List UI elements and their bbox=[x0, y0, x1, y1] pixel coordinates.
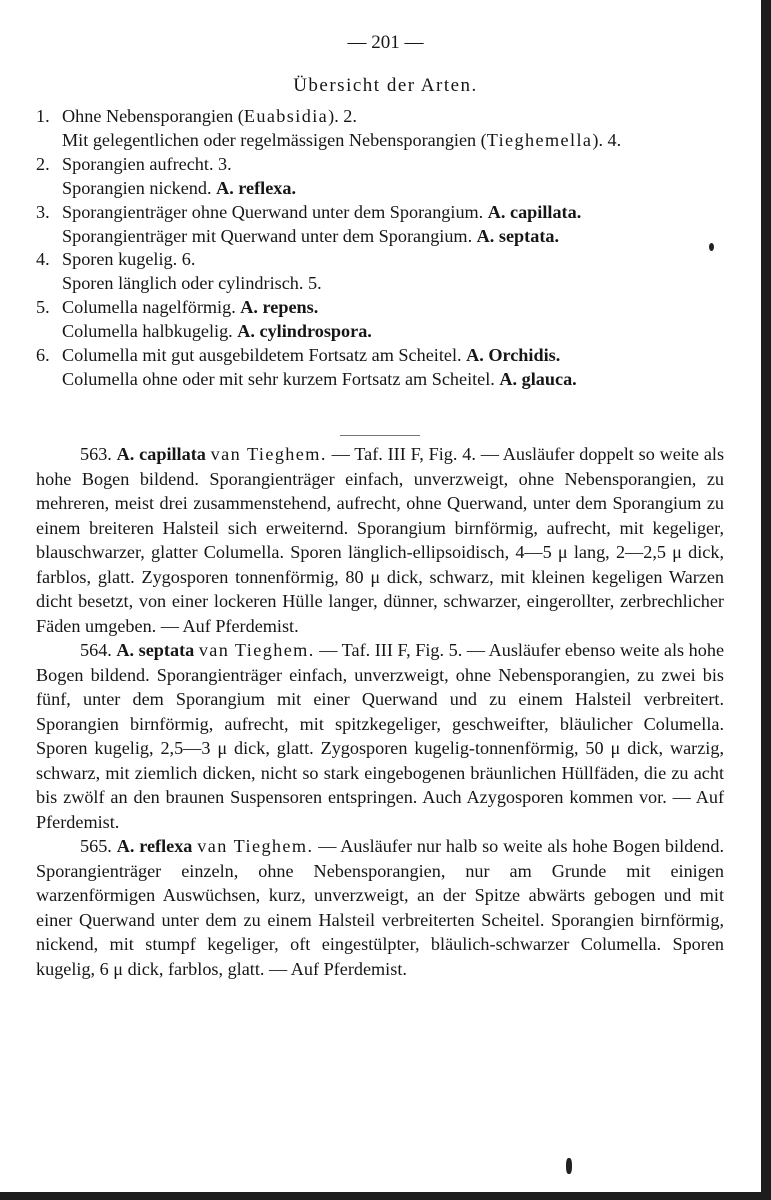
entry-species-name: A. septata bbox=[116, 640, 195, 660]
entry-description: — Ausläufer nur halb so weite als hohe Bogen bildend. Sporangienträger einzeln, ohne Nebensporangien, nur am Grunde mit einigen warzenförmigen Auswüchsen, kurz, unverzweigt, an der Spitze abwärts gebogen und mit einer Querwand unter dem zu einem Halsteil verbreiterten Scheitel. Sporangien birnförmig, nickend, mit stumpf kegeliger, oft eingestülpter, bläulich-schwarzer Columella. Sporen kugelig, 6 μ dick, farblos, glatt. — Auf Pferdemist. bbox=[36, 836, 725, 979]
key-species-name: A. repens. bbox=[240, 297, 319, 318]
key-text: Columella ohne oder mit sehr kurzem Fortsatz am Scheitel. bbox=[62, 368, 500, 389]
species-entry bbox=[36, 442, 724, 638]
key-line bbox=[36, 320, 736, 344]
key-group-name: Euabsidia bbox=[243, 106, 329, 126]
key-line bbox=[36, 225, 736, 249]
key-line bbox=[36, 368, 736, 392]
entry-author: van Tieghem. bbox=[210, 444, 327, 464]
key-number: 5. bbox=[36, 297, 50, 318]
scan-edge-bottom bbox=[0, 1192, 771, 1200]
key-text-end: ). 2. bbox=[328, 106, 357, 126]
key-line bbox=[36, 129, 736, 153]
key-text: Sporangien nickend. bbox=[62, 177, 217, 198]
key-line bbox=[36, 153, 736, 177]
key-number: 6. bbox=[36, 345, 50, 366]
entry-number: 563. bbox=[80, 444, 112, 464]
page-heading: Übersicht der Arten. bbox=[293, 75, 478, 96]
key-line bbox=[36, 296, 736, 320]
key-line bbox=[36, 248, 736, 272]
entry-species-name: A. capillata bbox=[116, 444, 206, 464]
key-text: Mit gelegentlichen oder regelmässigen Nebensporangien ( bbox=[62, 129, 487, 150]
entry-number: 565. bbox=[80, 836, 112, 856]
key-text: Sporen länglich oder cylindrisch. 5. bbox=[62, 273, 322, 294]
key-line bbox=[36, 201, 736, 225]
key-number: 2. bbox=[36, 153, 50, 174]
key-species-name: A. glauca. bbox=[499, 368, 577, 389]
key-line bbox=[36, 344, 736, 368]
key-number: 3. bbox=[36, 201, 50, 222]
key-line bbox=[36, 177, 736, 201]
key-text: Sporangien aufrecht. 3. bbox=[62, 153, 232, 174]
species-entry bbox=[36, 638, 724, 834]
entry-description: — Taf. III F, Fig. 5. — Ausläufer ebenso weite als hohe Bogen bildend. Sporangienträger einfach, unverzweigt, ohne Nebensporangien, zu zwei bis fünf, unter dem Sporangium mit einer Querwand und zu einem Halsteil verbreitert. Sporangien birnförmig, aufrecht, mit spitzkegeliger, geschweifter, bläulicher Columella. Sporen kugelig, 2,5—3 μ dick, glatt. Zygosporen kugelig-tonnenförmig, 50 μ dick, warzig, schwarz, mit ziemlich dicken, nicht so stark eingebogenen bräunlichen Hüllfäden, die zu acht bis zwölf an den braunen Suspensoren entspringen. Auch Azygosporen kommen vor. — Auf Pferdemist. bbox=[36, 640, 725, 832]
key-species-name: A. capillata. bbox=[487, 201, 582, 222]
entry-author: van Tieghem. bbox=[198, 640, 315, 660]
entry-description: — Taf. III F, Fig. 4. — Ausläufer doppelt so weite als hohe Bogen bildend. Sporangienträger einfach, unverzweigt, ohne Nebensporangien, zu mehreren, meist drei zusammenstehend, aufrecht, ohne Querwand, unter dem Sporangium zu einem breiteren Halsteil sich erweiternd. Sporangium birnförmig, aufrecht, mit kegeliger, blauschwarzer, glatter Columella. Sporen länglich-ellipsoidisch, 4—5 μ lang, 2—2,5 μ dick, farblos, glatt. Zygosporen tonnenförmig, 80 μ dick, schwarz, mit kleinen kegeligen Warzen dicht besetzt, von einer lockeren Hülle langer, dünner, schwarzer, eingerollter, zerbrechlicher Fäden umgeben. — Auf Pferdemist. bbox=[36, 444, 725, 636]
key-text: Columella halbkugelig. bbox=[62, 321, 238, 342]
key-number: 4. bbox=[36, 249, 50, 270]
key-text: Sporangienträger mit Querwand unter dem Sporangium. bbox=[62, 225, 477, 246]
page-number: — 201 — bbox=[347, 32, 424, 53]
key-text: Ohne Nebensporangien ( bbox=[62, 106, 244, 126]
key-text: Sporen kugelig. 6. bbox=[62, 249, 196, 270]
ink-speck bbox=[709, 243, 714, 251]
entry-number: 564. bbox=[80, 640, 112, 660]
key-species-name: A. reflexa. bbox=[216, 177, 297, 198]
entry-author: van Tieghem. bbox=[197, 836, 314, 856]
key-number: 1. bbox=[36, 106, 50, 126]
key-text: Columella mit gut ausgebildetem Fortsatz am Scheitel. bbox=[62, 345, 467, 366]
species-descriptions bbox=[36, 442, 724, 981]
entry-species-name: A. reflexa bbox=[116, 836, 193, 856]
key-species-name: A. cylindrospora. bbox=[237, 321, 372, 342]
key-text: Sporangienträger ohne Querwand unter dem Sporangium. bbox=[62, 201, 488, 222]
key-text: Columella nagelförmig. bbox=[62, 297, 241, 318]
scan-edge-right bbox=[761, 0, 771, 1200]
key-text-end: ). 4. bbox=[592, 129, 622, 150]
species-key bbox=[36, 105, 736, 392]
species-entry bbox=[36, 834, 724, 981]
key-group-name: Tieghemella bbox=[486, 129, 593, 150]
ink-speck bbox=[566, 1158, 572, 1174]
key-line bbox=[36, 105, 736, 129]
key-species-name: A. septata. bbox=[476, 225, 560, 246]
section-divider bbox=[340, 435, 420, 436]
key-line bbox=[36, 272, 736, 296]
key-species-name: A. Orchidis. bbox=[466, 345, 561, 366]
